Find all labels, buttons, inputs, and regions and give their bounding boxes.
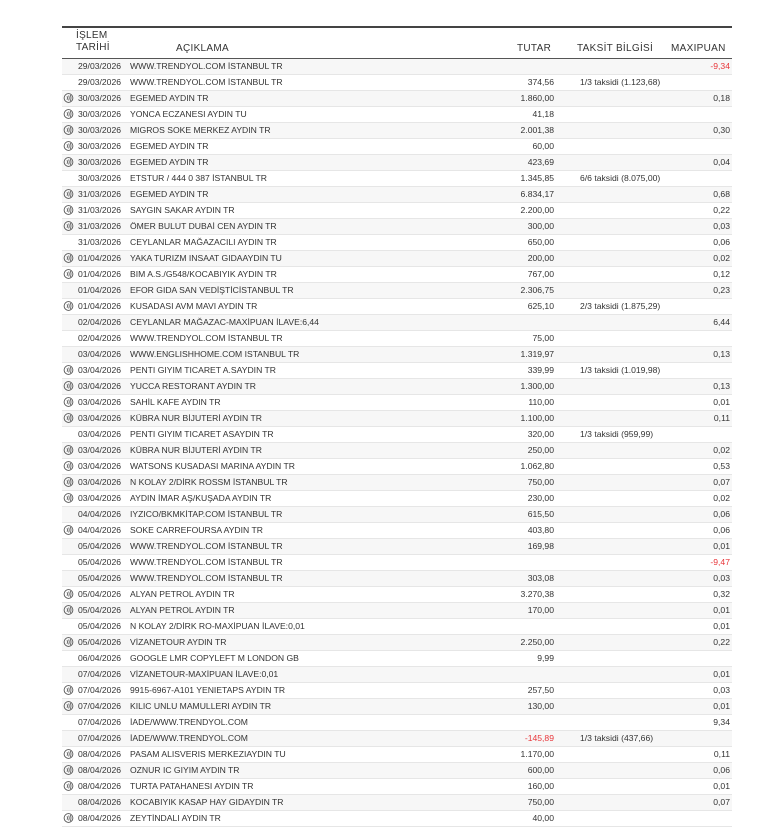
row-points: 9,34: [713, 717, 730, 727]
row-description: N KOLAY 2/DİRK RO-MAXİPUAN İLAVE:0,01: [130, 621, 305, 631]
row-description: ZEYTİNDALI AYDIN TR: [130, 813, 221, 823]
table-row: [62, 331, 732, 347]
row-amount: 2.306,75: [520, 285, 554, 295]
row-date: 07/04/2026: [78, 733, 122, 743]
row-amount: 750,00: [527, 797, 554, 807]
table-row: [62, 491, 732, 507]
contactless-icon: [62, 365, 75, 375]
row-date: 08/04/2026: [78, 749, 122, 759]
row-date: 07/04/2026: [78, 717, 122, 727]
row-date: 03/04/2026: [78, 445, 122, 455]
header-installment: TAKSİT BİLGİSİ: [577, 43, 654, 54]
row-amount: 320,00: [527, 429, 554, 439]
row-description: PENTI GIYIM TICARET A.SAYDIN TR: [130, 365, 276, 375]
row-date: 02/04/2026: [78, 333, 122, 343]
row-points: 0,32: [713, 589, 730, 599]
contactless-icon: [62, 125, 75, 135]
table-row: [62, 411, 732, 427]
row-points: 0,01: [713, 781, 730, 791]
row-description: WWW.TRENDYOL.COM İSTANBUL TR: [130, 541, 283, 551]
table-row: [62, 315, 732, 331]
contactless-icon: [62, 157, 75, 167]
contactless-icon: [62, 685, 75, 695]
row-date: 30/03/2026: [78, 157, 122, 167]
row-amount: 1.319,97: [520, 349, 554, 359]
row-date: 07/04/2026: [78, 669, 122, 679]
contactless-icon: [62, 93, 75, 103]
row-amount: 75,00: [532, 333, 554, 343]
row-date: 29/03/2026: [78, 77, 122, 87]
row-points: 0,01: [713, 397, 730, 407]
contactless-icon: [62, 813, 75, 823]
row-points: 0,12: [713, 269, 730, 279]
row-date: 03/04/2026: [78, 397, 122, 407]
row-points: 0,13: [713, 349, 730, 359]
row-amount: 110,00: [528, 397, 554, 407]
row-date: 05/04/2026: [78, 541, 122, 551]
row-date: 03/04/2026: [78, 413, 122, 423]
row-date: 05/04/2026: [78, 637, 122, 647]
table-row: [62, 651, 732, 667]
row-amount: 1.860,00: [520, 93, 554, 103]
table-row: [62, 267, 732, 283]
contactless-icon: [62, 413, 75, 423]
row-description: İADE/WWW.TRENDYOL.COM: [130, 733, 248, 743]
row-points: 0,11: [713, 413, 730, 423]
row-description: KÜBRA NUR BİJUTERİ AYDIN TR: [130, 445, 262, 455]
row-date: 30/03/2026: [78, 141, 122, 151]
row-amount: 767,00: [527, 269, 554, 279]
header-date: İŞLEM TARİHİ: [76, 30, 110, 53]
table-row: [62, 587, 732, 603]
row-amount: 230,00: [527, 493, 554, 503]
contactless-icon: [62, 301, 75, 311]
row-description: PASAM ALISVERIS MERKEZIAYDIN TU: [130, 749, 286, 759]
table-row: [62, 795, 732, 811]
row-description: VİZANETOUR AYDIN TR: [130, 637, 227, 647]
row-date: 07/04/2026: [78, 701, 122, 711]
table-row: [62, 75, 732, 91]
row-date: 04/04/2026: [78, 525, 122, 535]
row-description: EFOR GIDA SAN VEDİŞTİCİSTANBUL TR: [130, 285, 294, 295]
row-date: 07/04/2026: [78, 685, 122, 695]
row-date: 05/04/2026: [78, 621, 122, 631]
row-points: -9,34: [710, 61, 730, 71]
row-installment: 2/3 taksidi (1.875,29): [580, 301, 661, 311]
row-amount: 423,69: [527, 157, 554, 167]
contactless-icon: [62, 141, 75, 151]
row-date: 03/04/2026: [78, 493, 122, 503]
row-points: 0,01: [713, 621, 730, 631]
row-description: SOKE CARREFOURSA AYDIN TR: [130, 525, 263, 535]
table-row: [62, 59, 732, 75]
row-description: WWW.TRENDYOL.COM İSTANBUL TR: [130, 61, 283, 71]
row-description: IYZICO/BKMKİTAP.COM İSTANBUL TR: [130, 509, 283, 519]
contactless-icon: [62, 269, 75, 279]
row-description: WWW.TRENDYOL.COM İSTANBUL TR: [130, 333, 283, 343]
row-date: 31/03/2026: [78, 221, 122, 231]
row-points: 0,02: [713, 445, 730, 455]
row-amount: 2.200,00: [520, 205, 554, 215]
row-amount: 339,99: [527, 365, 554, 375]
contactless-icon: [62, 765, 75, 775]
row-amount: 3.270,38: [520, 589, 554, 599]
row-description: VİZANETOUR-MAXİPUAN İLAVE:0,01: [130, 669, 279, 679]
row-amount: 160,00: [527, 781, 554, 791]
row-points: 0,06: [713, 237, 730, 247]
transaction-rows: [62, 59, 732, 827]
row-points: 0,23: [713, 285, 730, 295]
row-description: KÜBRA NUR BİJUTERİ AYDIN TR: [130, 413, 262, 423]
contactless-icon: [62, 477, 75, 487]
row-description: ETSTUR / 444 0 387 İSTANBUL TR: [130, 173, 267, 183]
row-amount: 41,18: [532, 109, 554, 119]
row-description: ÖMER BULUT DUBAİ CEN AYDIN TR: [130, 221, 277, 231]
table-row: [62, 683, 732, 699]
row-date: 04/04/2026: [78, 509, 122, 519]
row-description: PENTI GIYIM TICARET ASAYDIN TR: [130, 429, 274, 439]
header-description: AÇIKLAMA: [176, 43, 229, 54]
row-points: 0,06: [713, 509, 730, 519]
row-points: 0,02: [713, 493, 730, 503]
row-description: OZNUR IC GIYIM AYDIN TR: [130, 765, 240, 775]
row-description: SAYGIN SAKAR AYDIN TR: [130, 205, 235, 215]
row-date: 08/04/2026: [78, 781, 122, 791]
contactless-icon: [62, 381, 75, 391]
row-amount: 257,50: [527, 685, 554, 695]
row-description: AYDIN İMAR AŞ/KUŞADA AYDIN TR: [130, 493, 272, 503]
row-date: 31/03/2026: [78, 205, 122, 215]
row-date: 31/03/2026: [78, 237, 122, 247]
row-points: 0,13: [713, 381, 730, 391]
row-description: GOOGLE LMR COPYLEFT M LONDON GB: [130, 653, 299, 663]
row-date: 29/03/2026: [78, 61, 122, 71]
row-amount: 40,00: [532, 813, 554, 823]
row-amount: 1.062,80: [520, 461, 554, 471]
row-amount: 130,00: [527, 701, 554, 711]
row-amount: 625,10: [527, 301, 554, 311]
row-description: MIGROS SOKE MERKEZ AYDIN TR: [130, 125, 271, 135]
row-amount: 2.001,38: [520, 125, 554, 135]
table-row: [62, 219, 732, 235]
row-description: ALYAN PETROL AYDIN TR: [130, 605, 235, 615]
row-description: CEYLANLAR MAĞAZAC-MAXİPUAN İLAVE:6,44: [130, 317, 319, 327]
table-row: [62, 811, 732, 827]
row-date: 30/03/2026: [78, 93, 122, 103]
row-amount: 60,00: [532, 141, 554, 151]
row-points: 0,04: [713, 157, 730, 167]
row-description: CEYLANLAR MAĞAZACILI AYDIN TR: [130, 237, 277, 247]
row-points: 0,06: [713, 525, 730, 535]
row-description: EGEMED AYDIN TR: [130, 157, 209, 167]
row-description: KUSADASI AVM MAVI AYDIN TR: [130, 301, 258, 311]
row-amount: 1.170,00: [520, 749, 554, 759]
table-row: [62, 539, 732, 555]
row-date: 05/04/2026: [78, 589, 122, 599]
table-row: [62, 363, 732, 379]
row-points: 0,53: [713, 461, 730, 471]
contactless-icon: [62, 205, 75, 215]
table-row: [62, 379, 732, 395]
row-description: YONCA ECZANESI AYDIN TU: [130, 109, 247, 119]
row-amount: 303,08: [527, 573, 554, 583]
row-installment: 1/3 taksidi (437,66): [580, 733, 654, 743]
row-amount: 170,00: [527, 605, 554, 615]
row-date: 03/04/2026: [78, 349, 122, 359]
row-date: 05/04/2026: [78, 573, 122, 583]
row-points: 0,11: [713, 749, 730, 759]
row-description: WWW.TRENDYOL.COM İSTANBUL TR: [130, 573, 283, 583]
table-row: [62, 187, 732, 203]
table-row: [62, 91, 732, 107]
row-date: 01/04/2026: [78, 285, 122, 295]
row-description: EGEMED AYDIN TR: [130, 189, 209, 199]
table-row: [62, 507, 732, 523]
row-date: 03/04/2026: [78, 461, 122, 471]
table-row: [62, 107, 732, 123]
row-date: 03/04/2026: [78, 381, 122, 391]
table-row: [62, 155, 732, 171]
row-points: 0,68: [713, 189, 730, 199]
row-date: 03/04/2026: [78, 429, 122, 439]
row-amount: 250,00: [527, 445, 554, 455]
row-date: 08/04/2026: [78, 797, 122, 807]
table-row: [62, 139, 732, 155]
row-date: 02/04/2026: [78, 317, 122, 327]
table-row: [62, 667, 732, 683]
row-description: WWW.TRENDYOL.COM İSTANBUL TR: [130, 77, 283, 87]
row-amount: 300,00: [527, 221, 554, 231]
contactless-icon: [62, 109, 75, 119]
row-description: EGEMED AYDIN TR: [130, 141, 209, 151]
table-row: [62, 699, 732, 715]
contactless-icon: [62, 605, 75, 615]
row-description: YUCCA RESTORANT AYDIN TR: [130, 381, 256, 391]
row-installment: 6/6 taksidi (8.075,00): [580, 173, 661, 183]
table-row: [62, 459, 732, 475]
row-points: -9,47: [710, 557, 730, 567]
table-row: [62, 763, 732, 779]
contactless-icon: [62, 461, 75, 471]
row-description: SAHİL KAFE AYDIN TR: [130, 397, 221, 407]
row-date: 03/04/2026: [78, 477, 122, 487]
table-row: [62, 395, 732, 411]
row-points: 0,02: [713, 253, 730, 263]
row-amount: 615,50: [527, 509, 554, 519]
row-date: 01/04/2026: [78, 269, 122, 279]
row-points: 0,18: [713, 93, 730, 103]
table-row: [62, 251, 732, 267]
contactless-icon: [62, 397, 75, 407]
row-description: EGEMED AYDIN TR: [130, 93, 209, 103]
row-date: 06/04/2026: [78, 653, 122, 663]
row-amount: 374,56: [527, 77, 554, 87]
table-row: [62, 715, 732, 731]
row-description: TURTA PATAHANESI AYDIN TR: [130, 781, 254, 791]
table-row: [62, 571, 732, 587]
row-amount: 1.100,00: [520, 413, 554, 423]
row-date: 05/04/2026: [78, 605, 122, 615]
header-points: MAXIPUAN: [671, 43, 726, 54]
table-row: [62, 731, 732, 747]
contactless-icon: [62, 445, 75, 455]
row-date: 08/04/2026: [78, 813, 122, 823]
row-points: 0,01: [713, 605, 730, 615]
row-amount: 650,00: [527, 237, 554, 247]
row-description: KOCABIYIK KASAP HAY GIDAYDIN TR: [130, 797, 284, 807]
table-row: [62, 619, 732, 635]
row-description: N KOLAY 2/DİRK ROSSM İSTANBUL TR: [130, 477, 288, 487]
row-date: 01/04/2026: [78, 301, 122, 311]
row-amount: 200,00: [527, 253, 554, 263]
table-row: [62, 171, 732, 187]
row-description: BIM A.S./G548/KOCABIYIK AYDIN TR: [130, 269, 277, 279]
row-description: YAKA TURIZM INSAAT GIDAAYDIN TU: [130, 253, 282, 263]
row-description: KILIC UNLU MAMULLERI AYDIN TR: [130, 701, 272, 711]
row-points: 0,07: [713, 797, 730, 807]
contactless-icon: [62, 637, 75, 647]
table-row: [62, 635, 732, 651]
table-row: [62, 443, 732, 459]
table-row: [62, 123, 732, 139]
contactless-icon: [62, 701, 75, 711]
table-row: [62, 347, 732, 363]
contactless-icon: [62, 525, 75, 535]
row-date: 30/03/2026: [78, 173, 122, 183]
row-amount: 1.300,00: [520, 381, 554, 391]
row-date: 05/04/2026: [78, 557, 122, 567]
row-description: WATSONS KUSADASI MARINA AYDIN TR: [130, 461, 295, 471]
table-row: [62, 523, 732, 539]
row-points: 0,22: [713, 637, 730, 647]
table-row: [62, 555, 732, 571]
row-date: 30/03/2026: [78, 125, 122, 135]
table-row: [62, 235, 732, 251]
row-date: 30/03/2026: [78, 109, 122, 119]
row-description: WWW.ENGLISHHOME.COM ISTANBUL TR: [130, 349, 300, 359]
header-amount: TUTAR: [517, 43, 552, 54]
table-row: [62, 203, 732, 219]
table-row: [62, 475, 732, 491]
row-amount: -145,89: [524, 733, 554, 743]
row-points: 0,03: [713, 685, 730, 695]
table-row: [62, 747, 732, 763]
table-header: [62, 28, 732, 59]
table-row: [62, 299, 732, 315]
contactless-icon: [62, 589, 75, 599]
row-amount: 9,99: [537, 653, 554, 663]
row-date: 31/03/2026: [78, 189, 122, 199]
row-date: 01/04/2026: [78, 253, 122, 263]
row-points: 0,03: [713, 221, 730, 231]
row-description: İADE/WWW.TRENDYOL.COM: [130, 717, 248, 727]
table-row: [62, 427, 732, 443]
row-points: 6,44: [713, 317, 730, 327]
table-row: [62, 603, 732, 619]
row-installment: 1/3 taksidi (1.019,98): [580, 365, 661, 375]
statement-table: [62, 26, 732, 827]
row-points: 0,22: [713, 205, 730, 215]
row-amount: 600,00: [527, 765, 554, 775]
row-points: 0,03: [713, 573, 730, 583]
row-date: 08/04/2026: [78, 765, 122, 775]
row-date: 03/04/2026: [78, 365, 122, 375]
row-installment: 1/3 taksidi (1.123,68): [580, 77, 661, 87]
row-amount: 169,98: [527, 541, 554, 551]
row-amount: 2.250,00: [520, 637, 554, 647]
row-points: 0,06: [713, 765, 730, 775]
row-installment: 1/3 taksidi (959,99): [580, 429, 654, 439]
row-description: 9915-6967-A101 YENIETAPS AYDIN TR: [130, 685, 286, 695]
row-amount: 403,80: [527, 525, 554, 535]
row-description: ALYAN PETROL AYDIN TR: [130, 589, 235, 599]
row-amount: 1.345,85: [520, 173, 554, 183]
contactless-icon: [62, 189, 75, 199]
row-amount: 750,00: [527, 477, 554, 487]
contactless-icon: [62, 781, 75, 791]
contactless-icon: [62, 749, 75, 759]
row-points: 0,07: [713, 477, 730, 487]
row-points: 0,30: [713, 125, 730, 135]
row-points: 0,01: [713, 669, 730, 679]
row-points: 0,01: [713, 701, 730, 711]
contactless-icon: [62, 493, 75, 503]
contactless-icon: [62, 253, 75, 263]
contactless-icon: [62, 221, 75, 231]
row-amount: 6.834,17: [520, 189, 554, 199]
row-points: 0,01: [713, 541, 730, 551]
table-row: [62, 283, 732, 299]
row-description: WWW.TRENDYOL.COM İSTANBUL TR: [130, 557, 283, 567]
table-row: [62, 779, 732, 795]
